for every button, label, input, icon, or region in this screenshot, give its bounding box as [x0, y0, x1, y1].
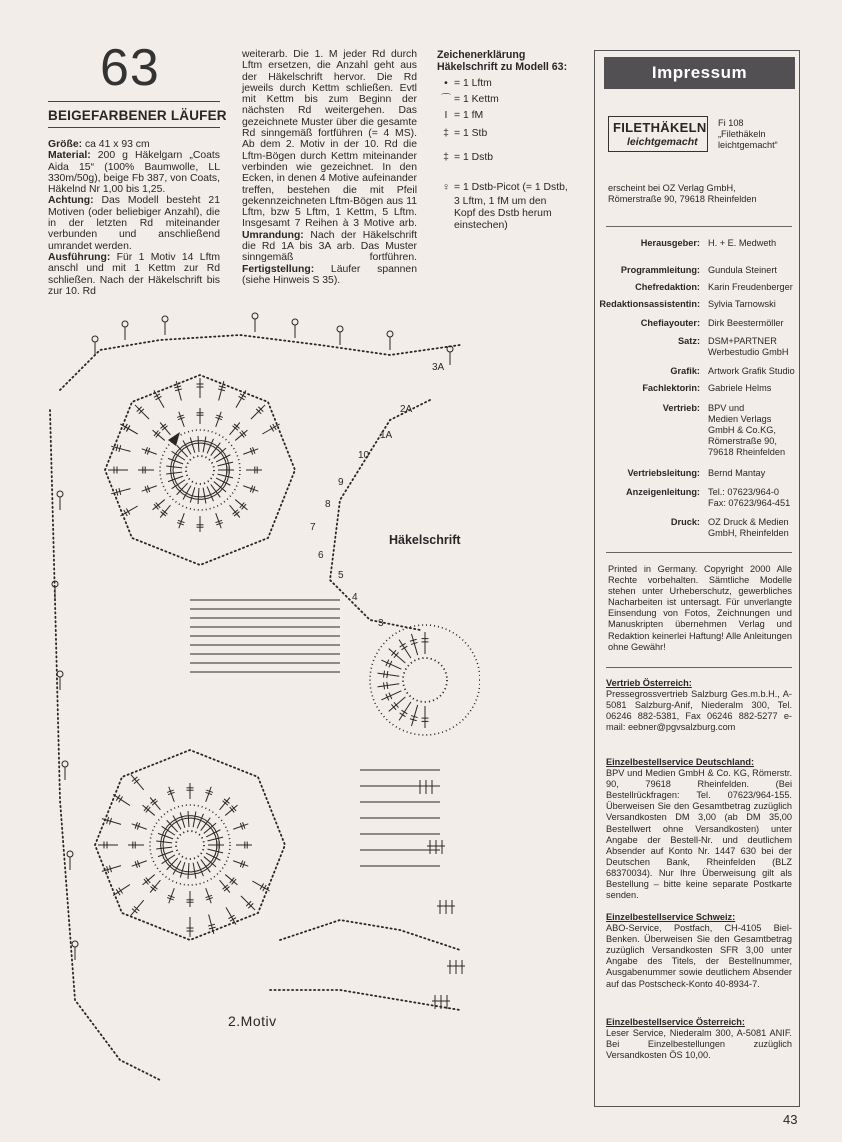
- staff-label: Programmleitung:: [620, 265, 700, 275]
- issue-info: [718, 118, 778, 151]
- staff-label: Satz:: [678, 336, 700, 346]
- legend-symbol: ⌒: [440, 94, 452, 105]
- stitch-crossbar: [270, 425, 274, 431]
- staff-value: [708, 517, 789, 539]
- staff-value-line: Gabriele Helms: [708, 383, 772, 393]
- center-stitch: [399, 702, 411, 721]
- staff-value: [708, 265, 777, 276]
- stitch-crossbar: [400, 713, 406, 717]
- outer-fan-stitch: [111, 489, 130, 494]
- round-label: 3: [378, 618, 384, 629]
- center-stitch: [166, 472, 182, 474]
- staff-value-line: Karin Freudenberger: [708, 282, 793, 292]
- staff-value-line: Bernd Mantay: [708, 468, 766, 478]
- stitch-crossbar: [119, 888, 123, 894]
- legend-symbol: I: [444, 110, 448, 121]
- stitch-crossbar: [230, 918, 236, 922]
- legend-text: = 1 Dstb: [454, 152, 493, 163]
- picot-loop: [72, 941, 78, 947]
- staff-value-line: Medien Verlags: [708, 414, 772, 425]
- lower-right-chain: [270, 990, 460, 1010]
- center-stitch: [208, 837, 224, 841]
- page-number: 43: [783, 1112, 798, 1127]
- staff-value-line: OZ Druck & Medien: [708, 517, 789, 527]
- center-stitch: [399, 640, 411, 659]
- legend-text: = 1 Stb: [454, 128, 488, 139]
- stitch-crossbar: [119, 796, 123, 802]
- round-label: 6: [318, 550, 324, 561]
- motif-label: 2.Motiv: [228, 1013, 277, 1029]
- publisher-info: [608, 183, 757, 205]
- size-text: ca 41 x 93 cm: [82, 139, 150, 150]
- stitch-crossbar: [173, 470, 174, 477]
- staff-label: Redaktionsassistentin:: [599, 299, 700, 309]
- stitch-crossbar: [173, 463, 174, 470]
- stitch-crossbar: [263, 885, 267, 891]
- service-section-body: ABO-Service, Postfach, CH-4105 Biel-Benken. Überweisen Sie den Gesamtbetrag zuzüglich Versandkosten SFR 3,00 unter Angabe des Titels, der Bestellnummer, Ausgabenummer sowie deutlichem Absender auf das Postscheck-Konto 40-8934-7.: [606, 923, 792, 989]
- center-stitch: [389, 697, 406, 711]
- staff-value-line: Fax: 07623/964-451: [708, 498, 791, 509]
- staff-value: [708, 282, 793, 293]
- instructions-column-1: [48, 139, 220, 297]
- impressum-header: Impressum: [604, 57, 795, 89]
- legend-title-line-2: Häkelschrift zu Modell 63:: [437, 61, 568, 73]
- staff-value: [708, 468, 765, 479]
- stitch-crossbar: [384, 671, 385, 678]
- stitch-crossbar: [387, 682, 388, 689]
- outer-fan-stitch: [226, 907, 236, 924]
- stitch-crossbar: [201, 496, 208, 497]
- stitch-crossbar: [163, 838, 164, 845]
- staff-value-line: Tel.: 07623/964-0: [708, 487, 779, 497]
- stitch-crossbar: [202, 498, 209, 499]
- staff-value: [708, 299, 776, 310]
- center-stitch: [203, 488, 206, 504]
- crochet-chart: [40, 300, 480, 1090]
- stitch-crossbar: [387, 671, 388, 678]
- issue-name-1: „Filethäkeln: [718, 129, 766, 140]
- picot-loop: [162, 316, 168, 322]
- service-section-body: Leser Service, Niederalm 300, A-5081 ANIF. Bei Einzelbestellungen zuzüglich Versandkosten ÖS 10,00.: [606, 1028, 792, 1061]
- staff-label: Herausgeber:: [640, 238, 700, 248]
- center-stitch: [193, 812, 196, 828]
- stitch-crossbar: [124, 510, 128, 516]
- staff-value: [708, 383, 771, 394]
- picot-loop: [252, 313, 258, 319]
- outer-fan-stitch: [154, 390, 164, 407]
- stitch-crossbar: [192, 873, 199, 874]
- publisher-line-1: erscheint bei OZ Verlag GmbH,: [608, 183, 736, 193]
- staff-value-line: Gundula Steinert: [708, 265, 777, 275]
- round-label: 8: [325, 499, 331, 510]
- legend-text: einstechen): [454, 220, 508, 231]
- legend-text: = 1 fM: [454, 110, 484, 121]
- service-section: [606, 757, 792, 901]
- legend-symbol: ‡: [443, 128, 449, 139]
- staff-value: [708, 336, 789, 358]
- stitch-crossbar: [384, 682, 385, 689]
- stitch-crossbar: [191, 871, 198, 872]
- execution-text: Für 1 Motiv 14 Lftm anschl und mit 1 Kettm zur Rd schließen. Nach der Häkelschrift bis zur 10. Rd: [48, 251, 220, 297]
- center-stitch: [203, 437, 206, 453]
- staff-value-line: DSM+PARTNER: [708, 336, 777, 346]
- picot-loop: [57, 491, 63, 497]
- picot-loop: [62, 761, 68, 767]
- outer-fan-stitch: [209, 915, 214, 934]
- center-stitch: [156, 841, 172, 843]
- center-stitch: [208, 849, 224, 853]
- stitch-crossbar: [238, 396, 244, 400]
- stitch-crossbar: [161, 838, 162, 845]
- finishing-label: Fertigstellung:: [242, 263, 315, 275]
- center-stitch: [188, 811, 189, 827]
- center-stitch: [198, 488, 199, 504]
- stitch-crossbar: [161, 845, 162, 852]
- round-label: 10: [358, 450, 370, 461]
- service-section-body: Pressegrossvertrieb Salzburg Ges.m.b.H., A-5081 Salzburg-Anif, Niederalm 300, Tel. 06246 882-5381, Fax 06246 882-5277 e-mail: eebner@pgvsalzburg.com: [606, 689, 792, 733]
- stitch-crossbar: [116, 889, 120, 895]
- motif-center-ring: [186, 456, 214, 484]
- staff-value-line: Artwork Grafik Studio: [708, 366, 795, 376]
- picot-loop: [337, 326, 343, 332]
- model-number: 63: [100, 39, 160, 97]
- stitch-crossbar: [171, 463, 172, 470]
- finishing-text: Läufer spannen (siehe Hinweis S 35).: [242, 263, 417, 286]
- staff-value: [708, 487, 790, 509]
- stitch-crossbar: [201, 443, 208, 444]
- stitch-crossbar: [116, 795, 120, 801]
- note-label: Achtung:: [48, 195, 94, 207]
- center-stitch: [166, 466, 182, 468]
- border-round-1a: [60, 335, 460, 390]
- center-stitch: [188, 863, 189, 879]
- article-title: BEIGEFARBENER LÄUFER: [48, 108, 227, 123]
- outer-fan-stitch: [120, 424, 137, 434]
- staff-label: Vertriebsleitung:: [627, 468, 700, 478]
- picot-loop: [387, 331, 393, 337]
- center-stitch: [218, 474, 234, 478]
- round-label: 2A: [400, 404, 413, 415]
- staff-value: [708, 238, 776, 249]
- outer-fan-stitch: [252, 881, 269, 891]
- stitch-crossbar: [154, 394, 160, 398]
- legend-text: = 1 Kettm: [454, 94, 499, 105]
- outer-fan-stitch: [251, 405, 265, 419]
- instructions-column-2: [242, 49, 417, 286]
- border-text: Nach der Häkelschrift die Rd 1A bis 3A arb. Das Muster sinngemäß fortführen.: [242, 229, 417, 264]
- stitch-crossbar: [171, 470, 172, 477]
- round-label: 1A: [380, 430, 393, 441]
- staff-value-line: Sylvia Tarnowski: [708, 299, 776, 309]
- center-stitch: [193, 863, 196, 879]
- staff-value-line: Werbestudio GmbH: [708, 347, 789, 358]
- stitch-crossbar: [192, 816, 199, 817]
- stitch-crossbar: [401, 646, 407, 650]
- legend-symbol: ‡: [443, 152, 449, 163]
- picot-loop: [122, 321, 128, 327]
- stitch-crossbar: [191, 818, 198, 819]
- stitch-crossbar: [228, 915, 234, 919]
- center-stitch: [377, 673, 399, 676]
- outer-fan-stitch: [236, 390, 246, 407]
- impressum-divider: [606, 226, 792, 227]
- legend-text: Kopf des Dstb herum: [454, 208, 552, 219]
- picot-loop: [67, 851, 73, 857]
- stitch-crossbar: [202, 441, 209, 442]
- legend-title: [437, 49, 567, 73]
- size-label: Größe:: [48, 139, 83, 150]
- stitch-crossbar: [126, 425, 130, 431]
- lower-right-chain: [280, 920, 460, 950]
- service-section-heading: Einzelbestellservice Österreich:: [606, 1017, 745, 1027]
- legend-symbol: ♀: [442, 182, 450, 193]
- picot-loop: [57, 671, 63, 677]
- staff-value-line: GmbH, Rheinfelden: [708, 528, 789, 539]
- stitch-crossbar: [155, 396, 161, 400]
- border-label: Umrandung:: [242, 229, 304, 241]
- stitch-crossbar: [126, 508, 130, 514]
- staff-value-line: Dirk Beestermöller: [708, 318, 784, 328]
- stitch-crossbar: [124, 424, 128, 430]
- motif-center-ring: [176, 831, 204, 859]
- staff-value-line: H. + E. Medweth: [708, 238, 777, 248]
- continued-text: weiterarb. Die 1. M jeder Rd durch Lftm ersetzen, die Anzahl geht aus der Häkelschrift hervor. Die Rd jeweils durch Kettm schließen. Evtl mit Kettm bis zum Beginn der nächsten Rd weitergehen. Das gezeichnete Muster über die gesamte Rd sinngemäß fortführen (= 4 MS). Ab dem 2. Motiv in der 10. Rd die Lftm-Bögen durch Kettm miteinander verbinden wie gezeichnet. In den Ecken, in denen 4 Motive aufeinander treffen, bestehen die mit Pfeil gekennzeichneten Lftm-Bögen aus 11 Lftm, bzw 5 Lftm, 1 Kettm, 5 Lftm. Insgesamt 7 Reihen à 3 Motive arb.: [242, 49, 417, 230]
- staff-label: Chefiayouter:: [640, 318, 700, 328]
- logo-subtitle: leichtgemacht: [627, 136, 698, 148]
- center-stitch: [198, 436, 199, 452]
- service-section: [606, 678, 792, 733]
- impressum-divider: [606, 552, 792, 553]
- staff-label: Druck:: [670, 517, 700, 527]
- title-rule-top: [48, 101, 220, 102]
- legend-title-line-1: Zeichenerklärung: [437, 49, 526, 61]
- staff-value: [708, 318, 784, 329]
- copyright-notice: Printed in Germany. Copyright 2000 Alle Rechte vorbehalten. Sämtliche Modelle stehen unter Urheberschutz, gewerbliches Nacharbeiten ist untersagt. Für unverlangte Einsendung von Fotos, Zeichnungen und Manuskripten übernehmen Verlag und Redaktion keinerlei Haftung! Alle Anleitungen ohne Gewähr!: [608, 564, 792, 652]
- chain-stitch-path: [95, 750, 285, 940]
- staff-value-line: BPV und: [708, 403, 745, 413]
- stitch-crossbar: [260, 883, 264, 889]
- logo-title: FILETHÄKELN: [613, 120, 707, 135]
- material-label: Material:: [48, 150, 91, 162]
- service-section: [606, 912, 792, 990]
- center-stitch: [218, 462, 234, 466]
- round-label: 9: [338, 477, 344, 488]
- chart-label: Häkelschrift: [389, 533, 461, 547]
- legend-symbol: •: [444, 78, 448, 89]
- chain-stitch-path: [105, 375, 295, 565]
- center-stitch: [377, 684, 399, 687]
- outer-fan-stitch: [219, 381, 224, 400]
- center-stitch: [389, 649, 406, 663]
- staff-label: Chefredaktion:: [635, 282, 700, 292]
- service-section-body: BPV und Medien GmbH & Co. KG, Römerstr. 90, 79618 Rheinfelden. (Bei Bestellrückfragen: Tel. 07623/964-155. Überweisen Sie den Gesamtbetrag zuzüglich Versandkosten DM 3,00 (ab DM 35,00 Bestellwert ohne Versandkosten) unter Angabe der Bestell-Nr. und deutlichem Absender auf Konto Nr. 1447 630 bei der Deutschen Bank, Rheinfelden (BLZ 68370034). Nur Ihre Überweisung gilt als Bestellung – bitte keine separate Postkarte senden.: [606, 768, 792, 901]
- execution-label: Ausführung:: [48, 251, 111, 263]
- staff-value: [708, 366, 795, 377]
- round-label: 7: [310, 522, 316, 533]
- picot-loop: [292, 319, 298, 325]
- impressum-divider: [606, 667, 792, 668]
- title-rule-bottom: [48, 127, 220, 128]
- staff-label: Vertrieb:: [662, 403, 700, 413]
- outer-fan-stitch: [135, 405, 149, 419]
- staff-value: [708, 403, 785, 458]
- publisher-line-2: Römerstraße 90, 79618 Rheinfelden: [608, 194, 757, 205]
- stitch-crossbar: [401, 710, 407, 714]
- legend-text: 3 Lftm, 1 fM um den: [454, 196, 547, 207]
- staff-label: Fachlektorin:: [642, 383, 700, 393]
- legend-text: = 1 Dstb-Picot (= 1 Dstb,: [454, 182, 568, 193]
- staff-value-line: GmbH & Co.KG,: [708, 425, 776, 436]
- center-stitch: [156, 847, 172, 849]
- legend-text: = 1 Lftm: [454, 78, 492, 89]
- border-round-left: [50, 410, 160, 1080]
- staff-label: Grafik:: [670, 366, 700, 376]
- stitch-crossbar: [163, 845, 164, 852]
- round-label: 3A: [432, 362, 445, 373]
- outer-fan-stitch: [113, 885, 130, 896]
- outer-fan-stitch: [262, 424, 279, 434]
- round-label: 4: [352, 592, 358, 603]
- note-text: Das Modell besteht 21 Motiven (oder beliebiger Anzahl), die in der letzten Rd miteinander verbunden und anschließend umrandet werden.: [48, 195, 220, 252]
- service-section: [606, 1017, 792, 1061]
- staff-value-line: Römerstraße 90,: [708, 436, 777, 447]
- outer-fan-stitch: [113, 794, 130, 805]
- staff-value-line: 79618 Rheinfelden: [708, 447, 786, 458]
- outer-fan-stitch: [120, 506, 137, 516]
- service-section-heading: Einzelbestellservice Schweiz:: [606, 912, 736, 922]
- issue-code: Fi 108: [718, 118, 744, 128]
- motif-center-ring: [403, 658, 447, 702]
- issue-name-2: leichtgemacht“: [718, 140, 778, 151]
- picot-loop: [92, 336, 98, 342]
- service-section-heading: Einzelbestellservice Deutschland:: [606, 757, 755, 767]
- staff-label: Anzeigenleitung:: [625, 487, 700, 497]
- stitch-crossbar: [400, 643, 406, 647]
- stitch-crossbar: [240, 394, 246, 398]
- round-label: 5: [338, 570, 344, 581]
- service-section-heading: Vertrieb Österreich:: [606, 678, 692, 688]
- stitch-crossbar: [273, 424, 277, 430]
- material-text: 200 g Häkelgarn „Coats Aida 15“ (100% Baumwolle, LL 330m/50g), beige Fb 387, von Coats, Häkelnd Nr 1,00 bis 1,25.: [48, 150, 220, 196]
